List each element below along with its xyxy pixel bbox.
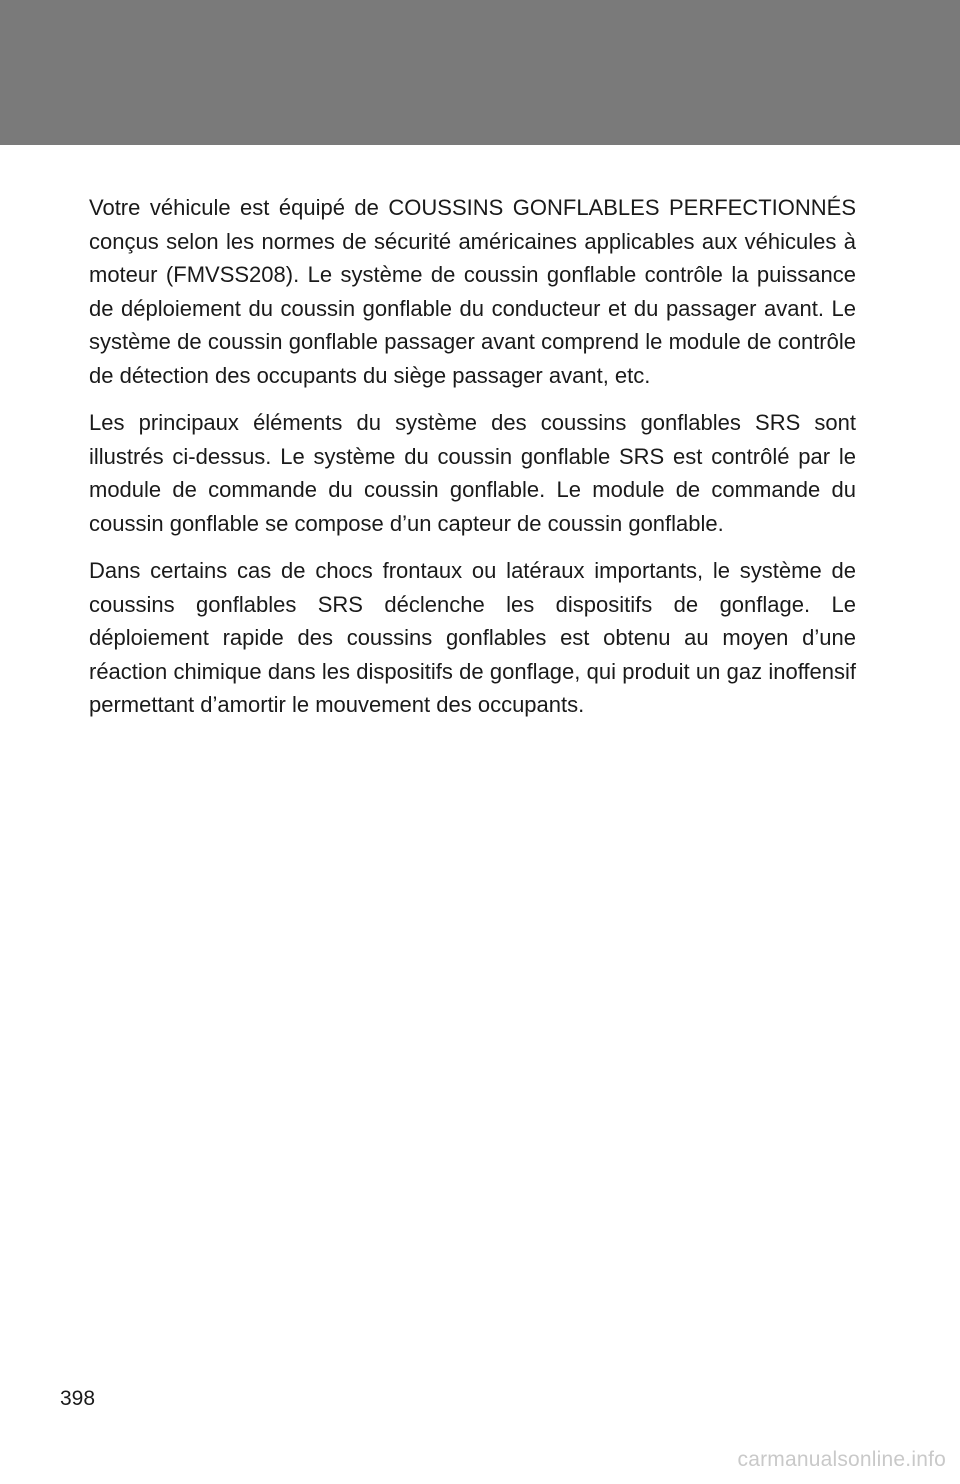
watermark: carmanualsonline.info [737, 1448, 946, 1471]
paragraph-2: Les principaux éléments du système des coussins gonflables SRS sont illustrés ci-dessus. Le système du coussin gonflable SRS est contrôlé par le module de commande du coussin gonflable. Le module de commande du coussin gonflable se compose d’un capteur de coussin gonflable. [89, 410, 856, 536]
page-number: 398 [60, 1387, 96, 1410]
page-content [89, 191, 856, 736]
paragraph-1: Votre véhicule est équipé de COUSSINS GONFLABLES PERFECTIONNÉS conçus selon les normes de sécurité américaines applicables aux véhicules à moteur (FMVSS208). Le système de coussin gonflable contrôle la puissance de déploiement du coussin gonflable du conducteur et du passager avant. Le système de coussin gonflable passager avant comprend le module de contrôle de détection des occupants du siège passager avant, etc. [89, 195, 856, 388]
header-band [0, 0, 960, 145]
paragraph-3: Dans certains cas de chocs frontaux ou latéraux importants, le système de coussins gonflables SRS déclenche les dispositifs de gonflage. Le déploiement rapide des coussins gonflables est obtenu au moyen d’une réaction chimique dans les dispositifs de gonflage, qui produit un gaz inoffensif permettant d’amortir le mouvement des occupants. [89, 558, 856, 717]
